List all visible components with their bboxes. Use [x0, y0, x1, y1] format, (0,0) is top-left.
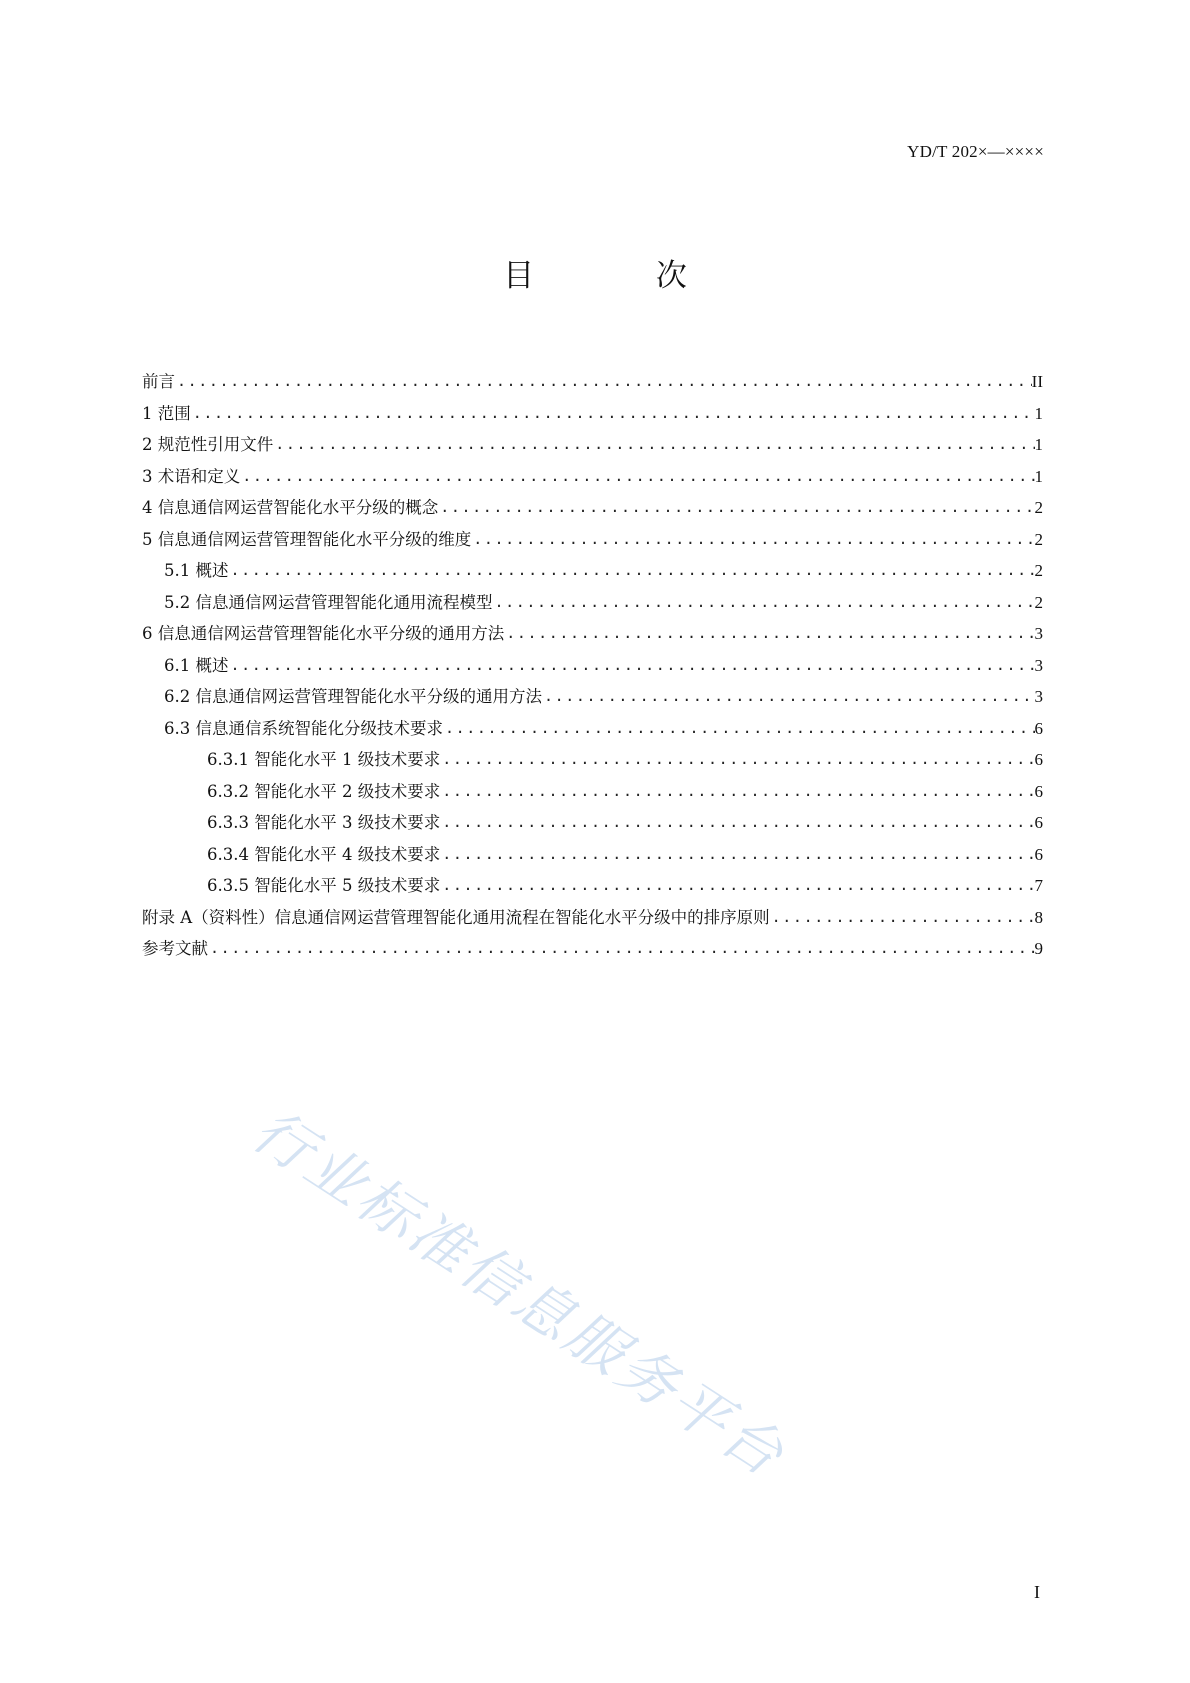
toc-entry-page: 1 — [1034, 435, 1043, 454]
toc-entry-page: 2 — [1034, 592, 1043, 612]
toc-entry-page: 6 — [1034, 781, 1043, 801]
toc-entry-page: 3 — [1034, 687, 1043, 706]
toc-leader-dots — [542, 681, 1035, 713]
toc-leader-dots — [440, 870, 1034, 902]
toc-leader-dots — [273, 429, 1034, 461]
toc-leader-dots — [175, 366, 1032, 398]
toc-entry[interactable] — [142, 492, 1043, 524]
toc-leader-dots — [493, 587, 1035, 619]
toc-entry-page: 2 — [1034, 561, 1043, 580]
toc-entry-page: 8 — [1034, 907, 1043, 927]
toc-entry-page: 3 — [1034, 655, 1043, 675]
toc-entry-page: 6 — [1034, 844, 1043, 864]
toc-leader-dots — [440, 839, 1034, 871]
toc-entry-page: 1 — [1034, 466, 1043, 486]
toc-leader-dots — [770, 902, 1035, 934]
toc-leader-dots — [504, 618, 1034, 650]
toc-entry-label: 5 信息通信网运营管理智能化水平分级的维度 — [142, 529, 472, 549]
toc-entry-label: 6.3.1 智能化水平 1 级技术要求 — [207, 750, 441, 769]
toc-leader-dots — [438, 492, 1034, 524]
page-title: 目 次 — [503, 258, 743, 294]
toc-entry[interactable] — [142, 618, 1043, 650]
toc-entry-label: 附录 A（资料性）信息通信网运营管理智能化通用流程在智能化水平分级中的排序原则 — [142, 907, 770, 927]
toc-entry-label: 1 范围 — [142, 403, 191, 423]
toc-leader-dots — [440, 744, 1034, 776]
toc-entry-label: 前言 — [142, 372, 175, 391]
toc-entry-page: 6 — [1034, 718, 1043, 738]
toc-entry-label: 2 规范性引用文件 — [142, 435, 274, 454]
toc-entry[interactable] — [142, 839, 1043, 871]
toc-leader-dots — [208, 933, 1035, 965]
toc-entry[interactable] — [142, 429, 1043, 461]
toc-leader-dots — [440, 807, 1034, 839]
toc-entry-label: 参考文献 — [142, 939, 208, 958]
toc-entry-label: 6.1 概述 — [164, 655, 229, 675]
toc-entry-label: 6.3 信息通信系统智能化分级技术要求 — [164, 718, 443, 738]
toc-entry-page: 2 — [1034, 498, 1043, 517]
toc-entry-label: 3 术语和定义 — [142, 466, 241, 486]
toc-entry[interactable] — [142, 524, 1043, 556]
toc-entry[interactable] — [142, 650, 1043, 682]
toc-entry[interactable] — [142, 681, 1043, 713]
page-number: I — [1034, 1582, 1040, 1602]
document-code: YD/T 202×—×××× — [907, 142, 1044, 161]
toc-entry[interactable] — [142, 555, 1043, 587]
toc-entry-label: 5.1 概述 — [164, 561, 229, 580]
toc-entry-page: 6 — [1034, 813, 1043, 832]
toc-entry[interactable] — [142, 776, 1043, 808]
toc-leader-dots — [191, 398, 1035, 430]
toc-entry-page: 1 — [1034, 403, 1043, 423]
toc-leader-dots — [240, 461, 1034, 493]
toc-entry-label: 6 信息通信网运营管理智能化水平分级的通用方法 — [142, 624, 505, 643]
table-of-contents — [142, 366, 1043, 965]
toc-entry[interactable] — [142, 398, 1043, 430]
toc-entry-page: 2 — [1034, 529, 1043, 549]
toc-entry[interactable] — [142, 870, 1043, 902]
toc-entry-label: 6.3.3 智能化水平 3 级技术要求 — [207, 813, 441, 832]
toc-entry-label: 6.3.4 智能化水平 4 级技术要求 — [207, 844, 441, 864]
toc-entry-page: 3 — [1034, 624, 1043, 643]
toc-entry-label: 6.2 信息通信网运营管理智能化水平分级的通用方法 — [164, 687, 542, 706]
toc-leader-dots — [471, 524, 1034, 556]
toc-entry[interactable] — [142, 933, 1043, 965]
toc-entry[interactable] — [142, 461, 1043, 493]
toc-entry[interactable] — [142, 902, 1043, 934]
toc-entry-label: 6.3.5 智能化水平 5 级技术要求 — [207, 876, 441, 895]
toc-leader-dots — [229, 555, 1035, 587]
toc-leader-dots — [443, 713, 1035, 745]
toc-entry[interactable] — [142, 587, 1043, 619]
toc-entry-page: 7 — [1034, 876, 1043, 895]
watermark: 行业标准信息服务平台 — [240, 1095, 798, 1491]
toc-entry-page: 9 — [1034, 939, 1043, 958]
toc-entry[interactable] — [142, 807, 1043, 839]
toc-entry-label: 4 信息通信网运营智能化水平分级的概念 — [142, 498, 439, 517]
toc-entry-label: 6.3.2 智能化水平 2 级技术要求 — [207, 781, 441, 801]
toc-leader-dots — [229, 650, 1035, 682]
toc-entry-page: II — [1031, 372, 1043, 391]
toc-entry-label: 5.2 信息通信网运营管理智能化通用流程模型 — [164, 592, 493, 612]
toc-entry[interactable] — [142, 366, 1043, 398]
toc-leader-dots — [440, 776, 1034, 808]
toc-entry[interactable] — [142, 744, 1043, 776]
toc-entry-page: 6 — [1034, 750, 1043, 769]
toc-entry[interactable] — [142, 713, 1043, 745]
